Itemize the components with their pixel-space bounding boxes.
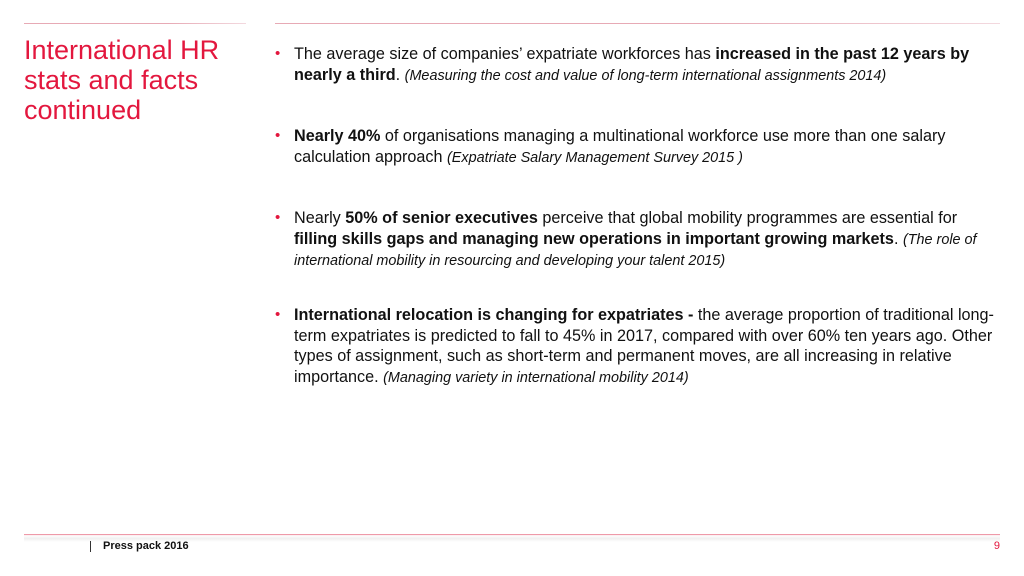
bullet-marker: • [275,127,281,144]
title-top-rule [24,23,246,24]
bullet-citation: (Expatriate Salary Management Survey 2015 ) [446,149,743,166]
bullet-emphasis: 50% of senior executives [345,209,538,227]
bullet-text: The average size of companies’ expatriate workforces has [294,45,716,63]
bullet-text: perceive that global mobility programmes are essential for [537,209,958,227]
bullet-emphasis: increased in the past 12 years by nearly a third [294,45,970,84]
bullet-citation: (Managing variety in international mobility 2014) [383,369,689,386]
bullet-marker: • [275,45,281,62]
bullet-item-senior-executives [275,208,1003,272]
footer-label: Press pack 2016 [103,540,189,552]
bullet-citation: (Measuring the cost and value of long-term international assignments 2014) [404,67,887,84]
page-number: 9 [993,540,1000,552]
bullet-item-workforce-size [275,44,1003,86]
bullet-item-salary-approach [275,126,1003,168]
footer-separator [90,541,91,552]
bullet-text: of organisations managing a multinational workforce use more than one salary calculation approach [294,127,946,166]
bullet-emphasis: filling skills gaps and managing new operations in important growing markets [294,229,894,248]
bullet-text: . [395,65,405,84]
bullet-text: Nearly [294,209,346,227]
bullet-item-relocation-change [275,305,1003,388]
bullet-citation: (The role of international mobility in resourcing and developing your talent 2015) [294,231,977,269]
bullet-marker: • [275,209,281,226]
bullet-text: the average proportion of traditional long-term expatriates is predicted to fall to 45% in 2017, compared with over 60% ten years ago. Other types of assignment, such as short-term and permanent moves, are all increasing in relative importance. [294,306,994,386]
bullet-emphasis: Nearly 40% [294,127,381,145]
slide-title: International HR stats and facts continued [24,35,220,125]
content-top-rule [275,23,1000,24]
bullet-text: . [893,229,903,248]
bullet-marker: • [275,306,281,323]
footer-divider [24,534,1000,535]
bullet-emphasis: International relocation is changing for expatriates - [294,306,694,324]
